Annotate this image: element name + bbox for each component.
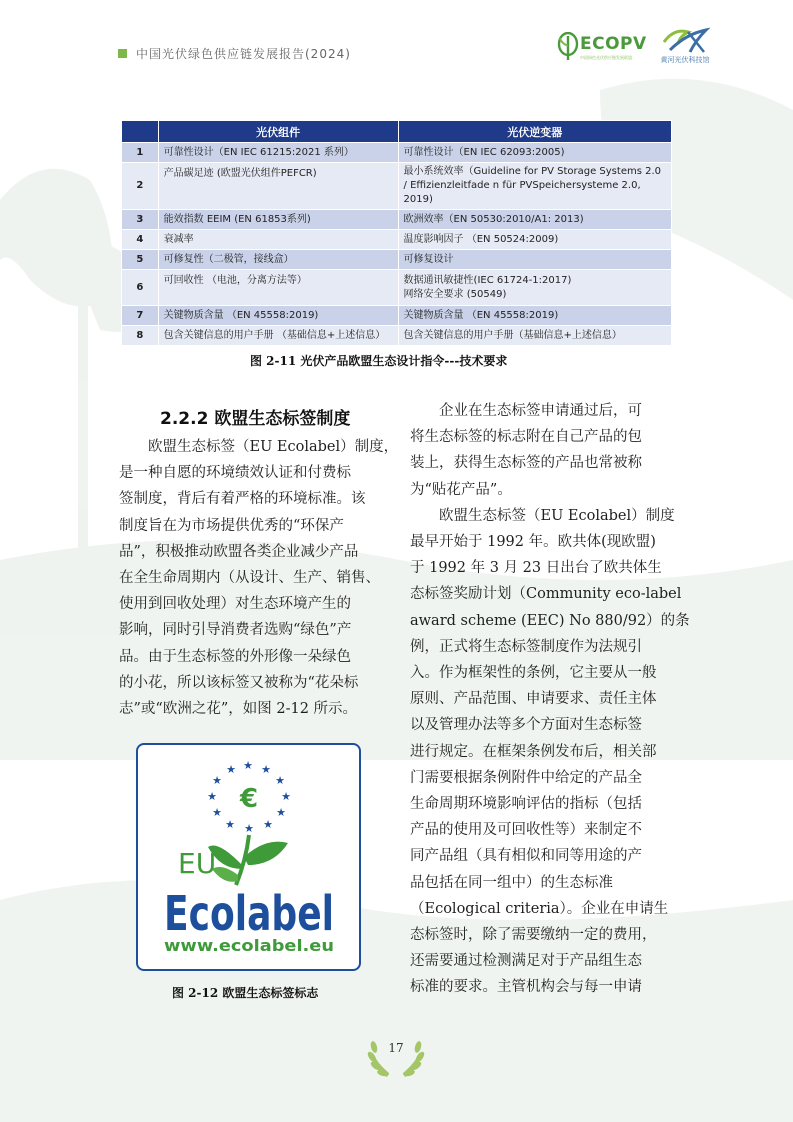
row-number: 7 [122,306,159,326]
text-line: 志”或“欧洲之花”，如图 2-12 所示。 [119,701,358,718]
svg-text:★: ★ [243,759,253,772]
text-line: 产品的使用及可回收性等）来制定不 [410,822,642,839]
inverter-cell: 温度影响因子 （EN 50524:2009) [398,230,671,250]
row-number: 1 [122,143,159,163]
text-line: 企业在生态标签申请通过后，可 [439,403,642,419]
header-title: 中国光伏绿色供应链发展报告(2024) [136,47,351,61]
table-row [122,230,672,250]
module-cell: 可修复性（二极管，接线盒） [158,250,398,270]
inverter-cell: 数据通讯敏捷性(IEC 61724-1:2017) 网络安全要求 (50549) [398,270,671,306]
text-line: 进行规定。在框架条例发布后，相关部 [410,743,657,760]
page-footer [365,1033,427,1081]
text-line: 欧盟生态标签（EU Ecolabel）制度 [439,507,675,524]
ecopv-logo [556,30,646,64]
right-column-text [410,398,690,1001]
left-column-text [119,434,399,722]
svg-text:★: ★ [244,822,254,835]
ecopv-brand: ECOPV [580,34,647,54]
page-number: 17 [388,1041,404,1055]
text-line: 入。作为框架性的条例，它主要从一般 [410,665,657,682]
ecolabel-flower-icon [138,745,359,969]
inverter-cell: 最小系统效率（Guideline for PV Storage Systems 2.0 / Effizienzleitfade n für PVSpeichersysteme 2.0, 2019) [398,163,671,210]
svg-text:★: ★ [207,790,217,803]
yellow-river-caption: 黄河光伏科技馆 [660,56,710,64]
svg-text:★: ★ [212,806,222,819]
module-cell: 可靠性设计（EN IEC 61215:2021 系列） [158,143,398,163]
eu-text: EU [178,847,217,880]
table-row [122,306,672,326]
figure-2-11-caption: 图 2-11 光伏产品欧盟生态设计指令---技术要求 [250,354,508,368]
module-cell: 能效指数 EEIM (EN 61853系列) [158,210,398,230]
text-line: 还需要通过检测满足对于产品组生态 [410,953,642,970]
text-line: 在全生命周期内（从设计、生产、销售、 [119,570,380,587]
module-cell: 关键物质含量 （EN 45558:2019) [158,306,398,326]
text-line: 装上，获得生态标签的产品也常被称 [410,455,642,472]
svg-text:★: ★ [263,818,273,831]
text-line: 生命周期环境影响评估的指标（包括 [410,796,642,813]
ecodesign-requirements-table [121,120,672,346]
text-line: 签制度，背后有着严格的环境标准。该 [119,491,366,508]
yellow-river-logo [660,26,710,66]
text-line: 于 1992 年 3 月 23 日出台了欧共体生 [410,560,662,577]
inverter-cell: 包含关键信息的用户手册（基础信息+上述信息） [398,326,671,346]
text-line: 制度旨在为市场提供优秀的“环保产 [119,517,344,534]
inverter-cell: 可靠性设计（EN IEC 62093:2005) [398,143,671,163]
table-header-module: 光伏组件 [158,121,398,143]
svg-text:★: ★ [261,763,271,776]
inverter-cell: 关键物质含量 （EN 45558:2019) [398,306,671,326]
figure-2-12-caption: 图 2-12 欧盟生态标签标志 [172,986,319,1000]
table-header-index [122,121,159,143]
svg-text:★: ★ [226,763,236,776]
table-row [122,163,672,210]
text-line: 例，正式将生态标签制度作为法规引 [410,638,642,655]
text-line: 态标签奖励计划（Community eco-label [410,586,682,603]
text-line: 门需要根据条例附件中给定的产品全 [410,769,642,786]
inverter-cell: 欧洲效率（EN 50530:2010/A1: 2013) [398,210,671,230]
ecopv-subtitle: 中国绿色光伏供应链发展联盟 [580,55,632,60]
text-line: 欧盟生态标签（EU Ecolabel）制度， [148,439,399,455]
table-row [122,270,672,306]
eu-ecolabel-logo [136,743,361,971]
text-line: 同产品组（具有相似和同等用途的产 [410,848,642,865]
page-header [0,0,793,80]
row-number: 4 [122,230,159,250]
row-number: 3 [122,210,159,230]
table-row [122,210,672,230]
table-header-inverter: 光伏逆变器 [398,121,671,143]
section-heading: 2.2.2 欧盟生态标签制度 [160,409,351,429]
euro-symbol: € [239,784,259,814]
text-line: 标准的要求。主管机构会与每一申请 [410,979,642,996]
text-line: 态标签时，除了需要缴纳一定的费用， [410,927,657,944]
module-cell: 产品碳足迹 (欧盟光伏组件PEFCR) [158,163,398,210]
inverter-cell: 可修复设计 [398,250,671,270]
text-line: 原则、产品范围、申请要求、责任主体 [410,691,657,708]
row-number: 8 [122,326,159,346]
text-line: 以及管理办法等多个方面对生态标签 [410,717,642,734]
header-marker [118,49,127,58]
module-cell: 包含关键信息的用户手册 （基础信息+上述信息） [158,326,398,346]
row-number: 5 [122,250,159,270]
svg-text:★: ★ [275,774,285,787]
table-row [122,326,672,346]
table-row [122,143,672,163]
table-header-row [122,121,672,143]
row-number: 2 [122,163,159,210]
svg-text:★: ★ [281,790,291,803]
module-cell: 衰减率 [158,230,398,250]
text-line: 品”，积极推动欧盟各类企业减少产品 [119,543,359,560]
text-line: award scheme (EEC) No 880/92）的条 [410,612,690,629]
svg-text:★: ★ [212,774,222,787]
text-line: 的小花，所以该标签又被称为“花朵标 [119,674,359,691]
yellow-river-icon [660,26,710,56]
text-line: 将生态标签的标志附在自己产品的包 [410,429,642,446]
svg-text:★: ★ [225,818,235,831]
text-line: （Ecological criteria）。企业在申请生 [410,900,669,917]
row-number: 6 [122,270,159,306]
text-line: 为“贴花产品”。 [410,481,512,498]
ecolabel-wordmark: Ecolabel [164,886,334,942]
text-line: 影响，同时引导消费者选购“绿色”产 [119,622,352,639]
ecopv-leaf-icon [556,32,580,64]
text-line: 最早开始于 1992 年。欧共体(现欧盟) [410,534,656,551]
text-line: 品。由于生态标签的外形像一朵绿色 [119,648,351,665]
ecolabel-url: www.ecolabel.eu [164,936,334,955]
table-row [122,250,672,270]
svg-text:★: ★ [276,806,286,819]
text-line: 是一种自愿的环境绩效认证和付费标 [119,465,351,482]
module-cell: 可回收性 （电池，分离方法等） [158,270,398,306]
text-line: 品包括在同一组中）的生态标准 [410,874,613,891]
text-line: 使用到回收处理）对生态环境产生的 [119,596,351,613]
